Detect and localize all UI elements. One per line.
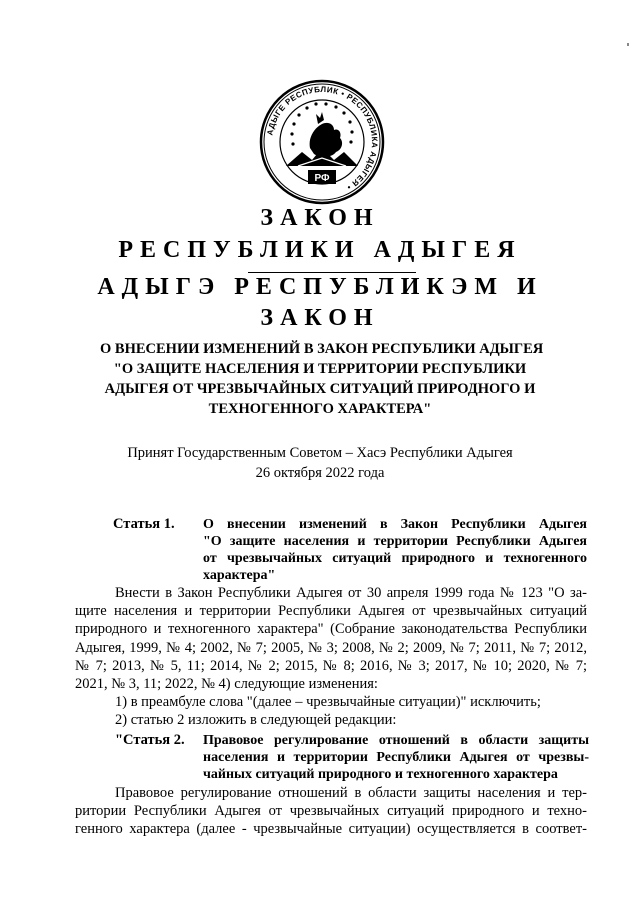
law-title-line2: РЕСПУБЛИКИ АДЫГЕЯ [118,237,522,263]
body-line: щите населения и территории Республики Адыгея от чрезвычайных ситуаций [75,603,587,620]
coat-of-arms-emblem [258,78,386,206]
article1-body [75,584,587,730]
body-line: 1) в преамбуле слова "(далее – чрезвычайные ситуации)" исключить; [115,694,541,711]
adoption-info [0,443,640,483]
article1-heading-line: О внесении изменений в Закон Республики Адыгея [203,517,587,532]
article2-heading [203,732,589,783]
adoption-body: Принят Государственным Советом – Хасэ Республики Адыгея [127,445,513,461]
article2-heading-line: чайных ситуаций природного и техногенного характера [203,767,558,782]
law-title-line4: ЗАКОН [260,305,380,331]
body-line: Адыгея, 1999, № 4; 2002, № 7; 2005, № 3; 2008, № 2; 2009, № 7; 2011, № 7; 2012, [75,639,587,656]
subject-line: О ВНЕСЕНИИ ИЗМЕНЕНИЙ В ЗАКОН РЕСПУБЛИКИ АДЫГЕЯ [100,341,544,357]
body2-line: ритории Республики Адыгея от чрезвычайных ситуаций природного и техно- [75,803,587,820]
emblem-ring-text: АДЫГЕ РЕСПУБЛИК • РЕСПУБЛИКА АДЫГЕЯ • [265,84,380,192]
article1-heading-line: "О защите населения и территории Республики Адыгея [203,534,587,549]
subject-line: ТЕХНОГЕННОГО ХАРАКТЕРА" [208,401,432,417]
article2-label: "Статья 2. [115,732,185,748]
adoption-date: 26 октября 2022 года [255,465,385,481]
body2-line: генного характера (далее - чрезвычайные ситуации) осуществляется в соответ- [75,821,587,838]
body-line: природного и техногенного характера" (Собрание законодательства Республики [75,621,587,638]
article2-heading-line: населения и территории Республики Адыгея от чрезвы- [203,750,589,765]
body-line: 2021, № 3, 11; 2022, № 4) следующие изменения: [75,675,378,692]
law-title-line3: АДЫГЭ РЕСПУБЛИКЭМ И [97,274,543,300]
body-line: № 7; 2013, № 5, 11; 2014, № 2; 2015, № 8; 2016, № 3; 2017, № 10; 2020, № 7; [75,657,587,674]
article1-heading-line: характера" [203,568,276,583]
law-subject [100,339,544,419]
article1-heading [203,516,587,584]
article1-label: Статья 1. [113,516,175,532]
body-line: Внести в Закон Республики Адыгея от 30 апреля 1999 года № 123 "О за- [115,585,587,601]
article2-heading-line: Правовое регулирование отношений в области защиты [203,733,589,748]
law-title-line1: ЗАКОН [260,205,380,231]
body-line: 2) статью 2 изложить в следующей редакции: [115,712,397,729]
subject-line: "О ЗАЩИТЕ НАСЕЛЕНИЯ И ТЕРРИТОРИИ РЕСПУБЛИКИ [113,361,527,377]
article1-heading-line: от чрезвычайных ситуаций природного и техногенного [203,551,587,566]
body2-line: Правовое регулирование отношений в области защиты населения и тер- [115,785,587,801]
emblem-rf-text: РФ [314,173,330,184]
article2-body [75,784,587,839]
subject-line: АДЫГЕЯ ОТ ЧРЕЗВЫЧАЙНЫХ СИТУАЦИЙ ПРИРОДНОГО И [104,381,536,397]
scan-mark [627,43,629,46]
